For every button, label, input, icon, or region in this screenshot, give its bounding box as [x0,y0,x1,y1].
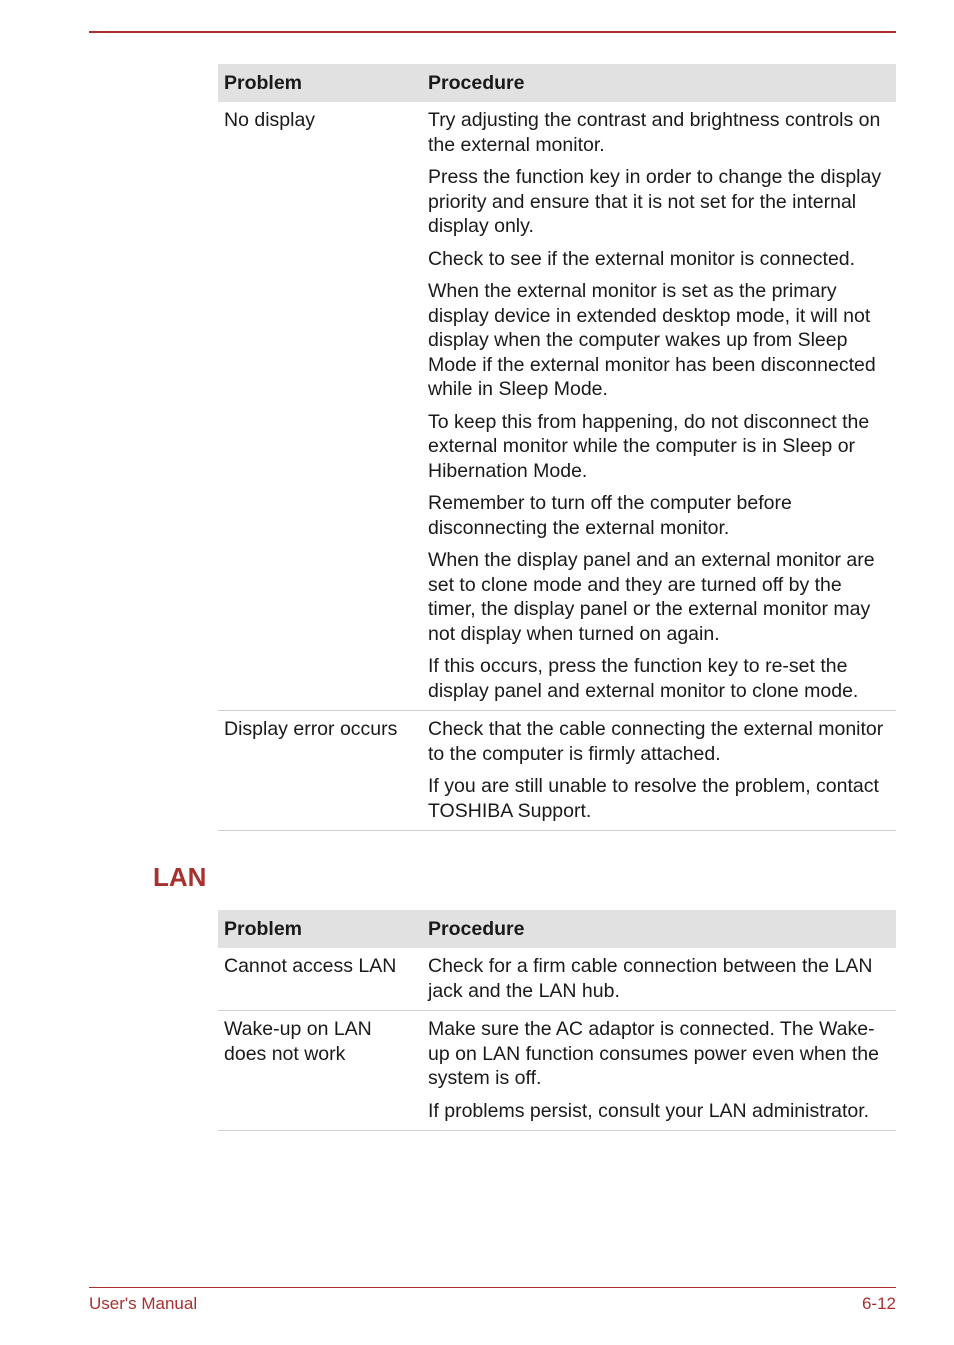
procedure-paragraph: Check for a firm cable connection between the LAN jack and the LAN hub. [428,955,873,1002]
footer-manual-title: User's Manual [89,1294,198,1313]
display-troubleshooting-table [218,64,896,831]
footer-rule [89,1287,896,1288]
procedure-paragraph: If you are still unable to resolve the problem, contact TOSHIBA Support. [428,775,879,822]
section-heading-lan: LAN [153,862,207,892]
procedure-paragraph: Check to see if the external monitor is connected. [428,247,856,270]
procedure-cell [422,711,896,831]
lan-troubleshooting-table [218,910,896,1131]
table-row [218,711,896,831]
procedure-cell [422,102,896,711]
table-row [218,948,896,1011]
procedure-paragraph: Remember to turn off the computer before disconnecting the external monitor. [428,492,792,539]
column-header-problem: Problem [218,910,422,948]
table-row [218,1011,896,1131]
procedure-paragraph: If problems persist, consult your LAN administrator. [428,1099,870,1122]
column-header-procedure: Procedure [422,910,896,948]
problem-cell: Display error occurs [218,711,422,831]
table-header-row [218,910,896,948]
problem-cell: Wake-up on LAN does not work [218,1011,422,1131]
procedure-paragraph: If this occurs, press the function key to re-set the display panel and external monitor to clone mode. [428,655,859,702]
column-header-problem: Problem [218,64,422,102]
footer-page-number: 6-12 [861,1294,896,1313]
procedure-paragraph: To keep this from happening, do not disconnect the external monitor while the computer is in Sleep or Hibernation Mode. [428,410,870,482]
procedure-paragraph: When the display panel and an external monitor are set to clone mode and they are turned off by the timer, the display panel or the external monitor may not display when turned on again. [428,549,875,645]
procedure-cell [422,948,896,1011]
procedure-paragraph: Press the function key in order to change the display priority and ensure that it is not set for the internal display only. [428,166,882,237]
procedure-paragraph: Make sure the AC adaptor is connected. The Wake-up on LAN function consumes power even when the system is off. [428,1018,879,1089]
procedure-paragraph: Try adjusting the contrast and brightness controls on the external monitor. [428,109,881,156]
problem-cell: No display [218,102,422,711]
procedure-paragraph: Check that the cable connecting the external monitor to the computer is firmly attached. [428,718,884,765]
column-header-procedure: Procedure [422,64,896,102]
header-rule [89,31,896,33]
table-header-row [218,64,896,102]
table-row [218,102,896,711]
procedure-paragraph: When the external monitor is set as the primary display device in extended desktop mode, it will not display when the computer wakes up from Sleep Mode if the external monitor has been disconnected while in Sleep Mode. [428,280,876,400]
problem-cell: Cannot access LAN [218,948,422,1011]
procedure-cell [422,1011,896,1131]
